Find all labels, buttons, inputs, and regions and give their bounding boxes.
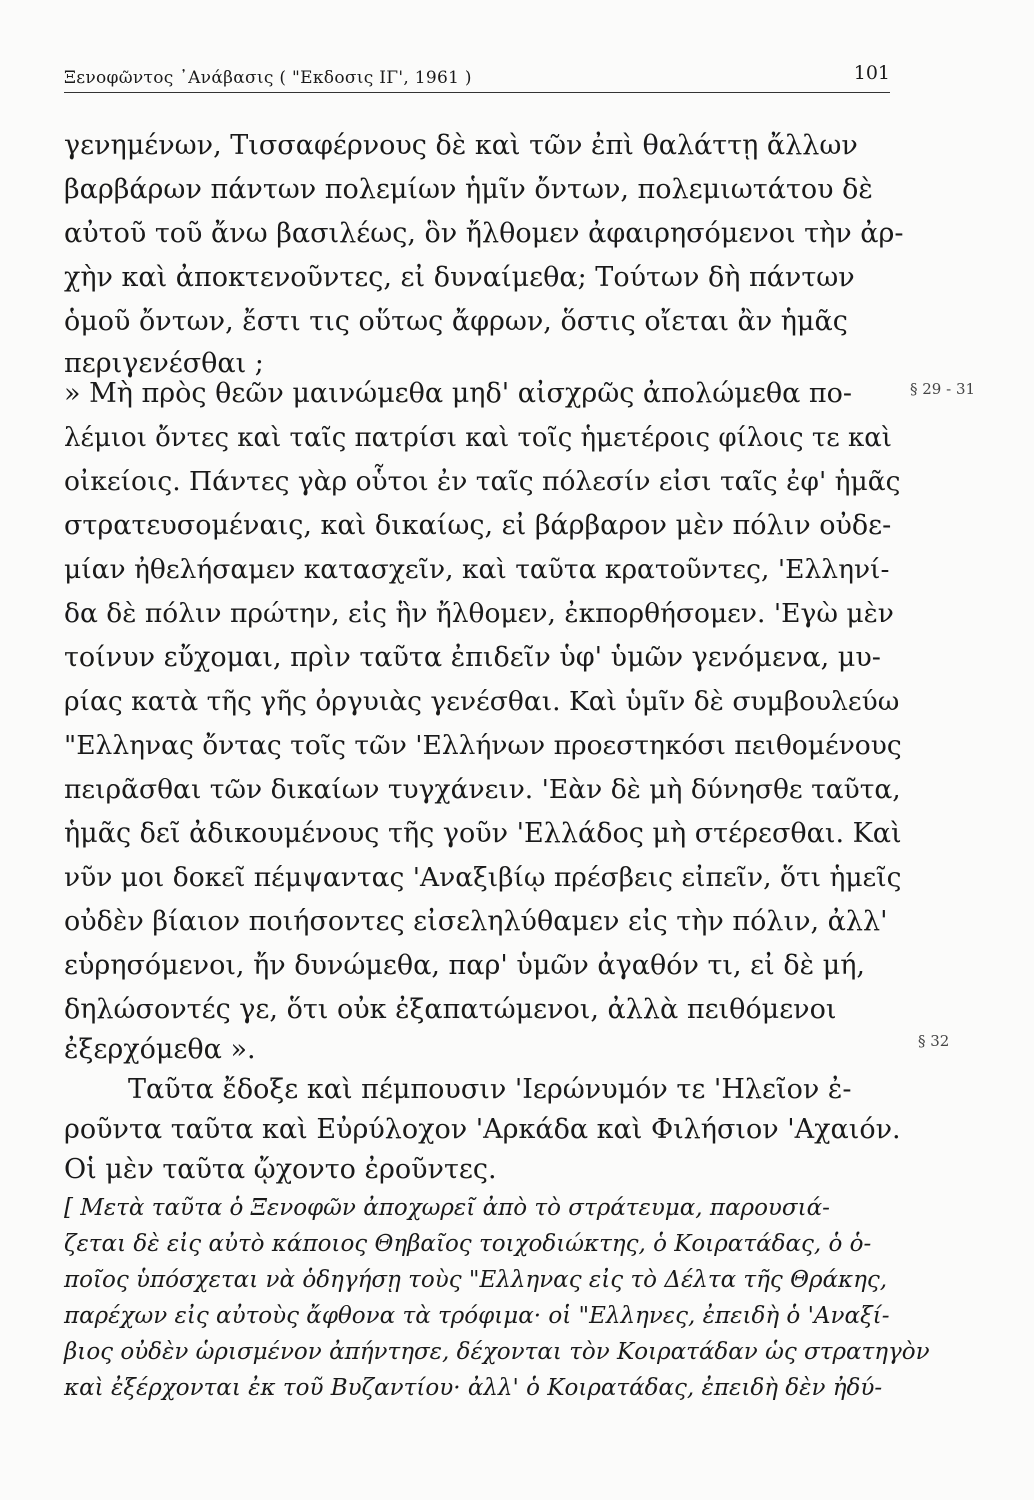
text-line: Ταῦτα ἔδοξε καὶ πέμπουσιν 'Ιερώνυμόν τε 'Ηλεῖον ἐ- <box>128 1074 852 1105</box>
text-line: οἰκείοις. Πάντες γὰρ οὗτοι ἐν ταῖς πόλεσίν εἰσι ταῖς ἐφ' ἡμᾶς <box>64 466 901 497</box>
text-line: δηλώσοντές γε, ὅτι οὐκ ἐξαπατώμενοι, ἀλλὰ πειθόμενοι <box>64 994 837 1025</box>
text-line: μίαν ἠθελήσαμεν κατασχεῖν, καὶ ταῦτα κρατοῦντες, 'Ελληνί- <box>64 554 890 585</box>
text-line: ἐξερχόμεθα ». <box>64 1034 256 1065</box>
text-line: αὐτοῦ τοῦ ἄνω βασιλέως, ὃν ἤλθομεν ἀφαιρησόμενοι τὴν ἀρ- <box>64 218 904 249</box>
note-line: ποῖος ὑπόσχεται νὰ ὁδηγήσῃ τοὺς "Ελληνας εἰς τὸ Δέλτα τῆς Θράκης, <box>64 1267 888 1293</box>
text-line: εὑρησόμενοι, ἤν δυνώμεθα, παρ' ὑμῶν ἀγαθόν τι, εἰ δὲ μή, <box>64 950 865 981</box>
text-line: γενημένων, Τισσαφέρνους δὲ καὶ τῶν ἐπὶ θαλάττῃ ἄλλων <box>64 130 858 161</box>
book-title: Ξενοφῶντος ᾿Ανάβασις ( "Εκδοσις ΙΓ', 1961 ) <box>64 68 472 88</box>
text-line: λέμιοι ὄντες καὶ ταῖς πατρίσι καὶ τοῖς ἡμετέροις φίλοις τε καὶ <box>64 423 892 453</box>
text-line: πειρᾶσθαι τῶν δικαίων τυγχάνειν. 'Εὰν δὲ μὴ δύνησθε ταῦτα, <box>64 774 901 805</box>
text-line: στρατευσομέναις, καὶ δικαίως, εἰ βάρβαρον μὲν πόλιν οὐδε- <box>64 510 892 541</box>
note-line: βιος οὐδὲν ὡρισμένον ἀπήντησε, δέχονται τὸν Κοιρατάδαν ὡς στρατηγὸν <box>64 1339 930 1365</box>
text-line: τοίνυν εὔχομαι, πρὶν ταῦτα ἐπιδεῖν ὑφ' ὑμῶν γενόμενα, μυ- <box>64 642 881 673</box>
section-marker: § 32 <box>918 1032 950 1050</box>
text-line: Οἱ μὲν ταῦτα ᾤχοντο ἐροῦντες. <box>64 1154 497 1185</box>
text-line: οὐδὲν βίαιον ποιήσοντες εἰσεληλύθαμεν εἰς τὴν πόλιν, ἀλλ' <box>64 906 888 937</box>
text-line: » Μὴ πρὸς θεῶν μαινώμεθα μηδ' αἰσχρῶς ἀπολώμεθα πο- <box>64 378 853 409</box>
text-line: ἡμᾶς δεῖ ἀδικουμένους τῆς γοῦν 'Ελλάδος μὴ στέρεσθαι. Καὶ <box>64 818 902 849</box>
text-line: "Ελληνας ὄντας τοῖς τῶν 'Ελλήνων προεστηκόσι πειθομένους <box>64 730 902 761</box>
text-line: νῦν μοι δοκεῖ πέμψαντας 'Αναξιβίῳ πρέσβεις εἰπεῖν, ὅτι ἡμεῖς <box>64 862 902 893</box>
note-line: [ Μετὰ ταῦτα ὁ Ξενοφῶν ἀποχωρεῖ ἀπὸ τὸ στράτευμα, παρουσιά- <box>64 1195 830 1221</box>
text-line: ὁμοῦ ὄντων, ἔστι τις οὕτως ἄφρων, ὅστις οἴεται ἂν ἡμᾶς <box>64 306 848 337</box>
text-line: περιγενέσθαι ; <box>64 348 264 379</box>
text-line: δα δὲ πόλιν πρώτην, εἰς ἣν ἤλθομεν, ἐκπορθήσομεν. 'Εγὼ μὲν <box>64 598 894 629</box>
page-number: 101 <box>853 62 890 84</box>
text-line: χὴν καὶ ἀποκτενοῦντες, εἰ δυναίμεθα; Τούτων δὴ πάντων <box>64 262 855 293</box>
text-line: ρίας κατὰ τῆς γῆς ὀργυιὰς γενέσθαι. Καὶ ὑμῖν δὲ συμβουλεύω <box>64 686 900 717</box>
running-header <box>64 58 890 93</box>
text-line: βαρβάρων πάντων πολεμίων ἡμῖν ὄντων, πολεμιωτάτου δὲ <box>64 174 873 205</box>
note-line: παρέχων εἰς αὐτοὺς ἄφθονα τὰ τρόφιμα· οἱ "Ελληνες, ἐπειδὴ ὁ 'Αναξί- <box>64 1303 890 1329</box>
note-line: καὶ ἐξέρχονται ἐκ τοῦ Βυζαντίου· ἀλλ' ὁ Κοιρατάδας, ἐπειδὴ δὲν ἠδύ- <box>64 1375 883 1401</box>
note-line: ζεται δὲ εἰς αὐτὸ κάποιος Θηβαῖος τοιχοδιώκτης, ὁ Κοιρατάδας, ὁ ὁ- <box>64 1231 872 1257</box>
section-marker: § 29 - 31 <box>910 380 976 398</box>
text-line: ροῦντα ταῦτα καὶ Εὐρύλοχον 'Αρκάδα καὶ Φιλήσιον 'Αχαιόν. <box>64 1114 901 1145</box>
